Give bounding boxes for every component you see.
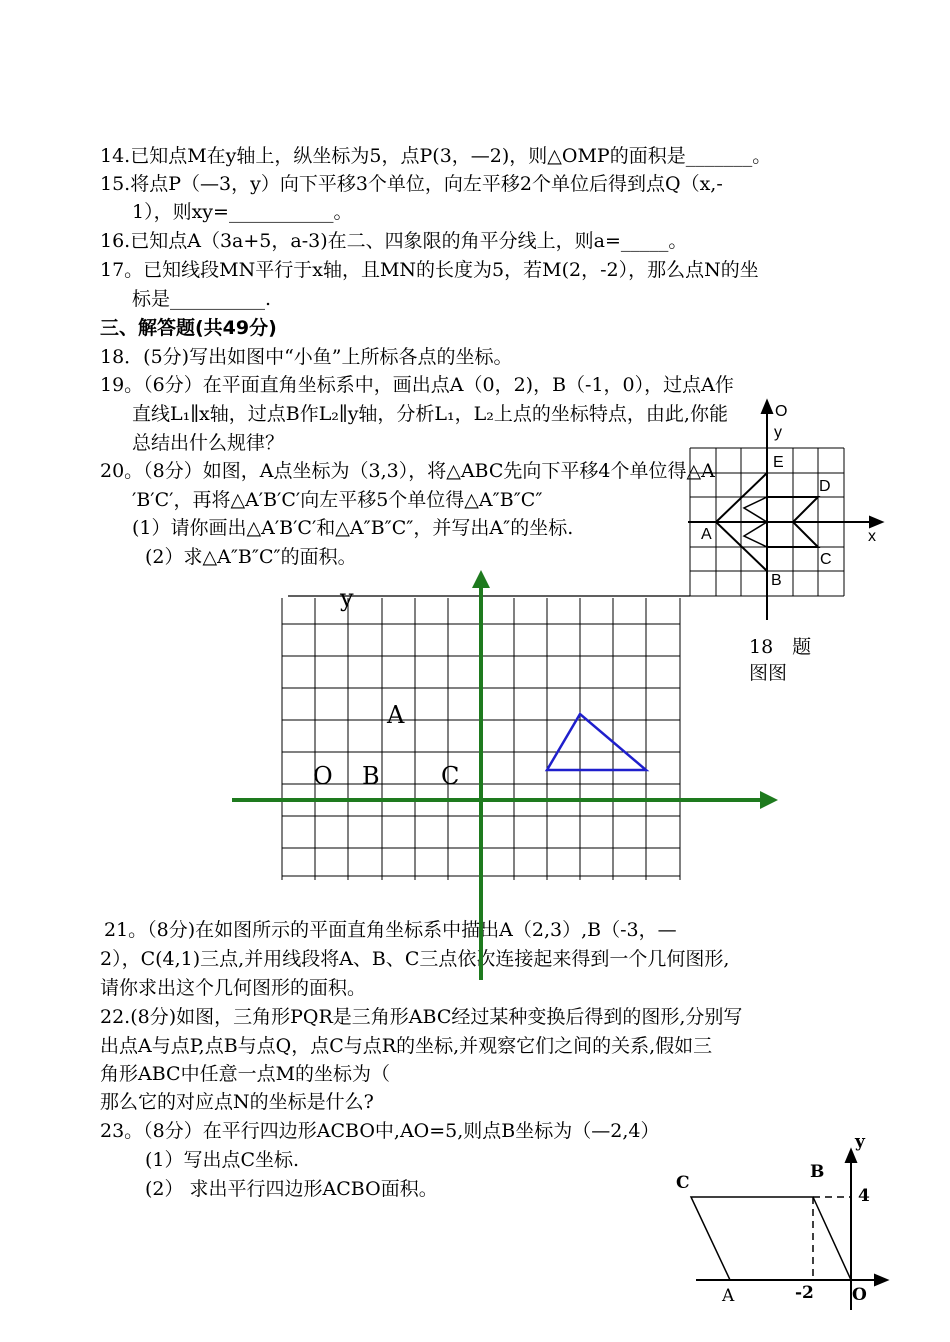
- question-20-line1: 20。（8分）如图，A点坐标为（3,3），将△ABC先向下平移4个单位得△A: [100, 460, 715, 482]
- section-heading: 三、解答题(共49分): [100, 317, 277, 339]
- q20-axis-y: y: [340, 584, 354, 612]
- question-21-line2: 2），C(4,1)三点,并用线段将A、B、C三点依次连接起来得到一个几何图形,: [100, 948, 730, 970]
- question-16: 16.已知点A（3a+5，a-3)在二、四象限的角平分线上，则a=_____。: [100, 230, 688, 252]
- q23-label-b: B: [810, 1162, 825, 1182]
- question-19-line1: 19。（6分）在平面直角坐标系中，画出点A（0，2)，B（-1，0），过点A作: [100, 374, 734, 396]
- question-19-line2: 直线L₁∥x轴，过点B作L₂∥y轴，分析L₁，L₂上点的坐标特点，由此,你能: [132, 403, 728, 425]
- fish-origin-label: O: [775, 403, 788, 420]
- question-21-line1: 21。（8分)在如图所示的平面直角坐标系中描出A（2,3）,B（-3，—: [104, 919, 677, 941]
- question-22-line3: 角形ABC中任意一点M的坐标为（: [100, 1063, 391, 1085]
- question-21-line3: 请你求出这个几何图形的面积。: [100, 977, 367, 999]
- question-23-part2: (2） 求出平行四边形ACBO面积。: [145, 1178, 438, 1200]
- q20-triangle: [547, 714, 646, 770]
- q20-grid-figure: [230, 568, 786, 868]
- question-23-part1: (1）写出点C坐标.: [145, 1149, 300, 1171]
- question-19-line3: 总结出什么规律？: [132, 432, 285, 454]
- question-20-part2: (2）求△A″B″C″的面积。: [145, 546, 357, 568]
- q23-axis-y: y: [855, 1132, 865, 1152]
- question-14: 14.已知点M在y轴上，纵坐标为5，点P(3，—2)，则△OMP的面积是_______。: [100, 145, 772, 167]
- question-20-part1: (1）请你画出△A′B′C′和△A″B″C″，并写出A″的坐标.: [132, 517, 574, 539]
- question-22-line2: 出点A与点P,点B与点Q，点C与点R的坐标,并观察它们之间的关系,假如三: [100, 1035, 713, 1057]
- question-22-line4: 那么它的对应点N的坐标是什么?: [100, 1091, 374, 1113]
- question-17-line2: 标是__________.: [132, 288, 272, 310]
- fish-caption-line2: 图图: [749, 662, 788, 684]
- q23-label-a: A: [722, 1286, 735, 1306]
- q23-label-o: O: [852, 1285, 867, 1305]
- question-15-line1: 15.将点P（—3，y）向下平移3个单位，向左平移2个单位后得到点Q（x,-: [100, 173, 723, 195]
- parallelogram-acbo: [691, 1197, 851, 1280]
- fish-point-b: B: [771, 572, 782, 589]
- q20-label-b: B: [362, 762, 380, 790]
- fish-point-d: D: [819, 478, 831, 495]
- question-23-line1: 23。（8分）在平行四边形ACBO中,AO=5,则点B坐标为（—2,4）: [100, 1120, 660, 1142]
- question-22-line1: 22.(8分)如图，三角形PQR是三角形ABC经过某种变换后得到的图形,分别写: [100, 1006, 743, 1028]
- fish-point-e: E: [773, 454, 784, 471]
- question-15-line2: 1），则xy=___________。: [132, 201, 353, 223]
- q20-label-a: A: [387, 701, 405, 729]
- fish-point-a: A: [701, 526, 712, 543]
- question-17-line1: 17。已知线段MN平行于x轴，且MN的长度为5，若M(2，-2），那么点N的坐: [100, 259, 759, 281]
- q20-label-o: O: [313, 762, 333, 790]
- q23-x-tick: -2: [795, 1283, 814, 1303]
- question-20-line2: ′B′C′，再将△A′B′C′向左平移5个单位得△A″B″C″: [132, 489, 543, 511]
- fish-caption-line1: 18 题: [749, 636, 812, 658]
- q20-label-c: C: [441, 762, 460, 790]
- q23-label-c: C: [676, 1173, 690, 1193]
- fish-axis-y: y: [774, 424, 782, 441]
- question-18: 18．(5分)写出如图中“小鱼”上所标各点的坐标。: [100, 346, 513, 368]
- fish-point-c: C: [820, 551, 832, 568]
- fish-axis-x: x: [868, 528, 876, 545]
- q23-y-tick: 4: [858, 1186, 870, 1206]
